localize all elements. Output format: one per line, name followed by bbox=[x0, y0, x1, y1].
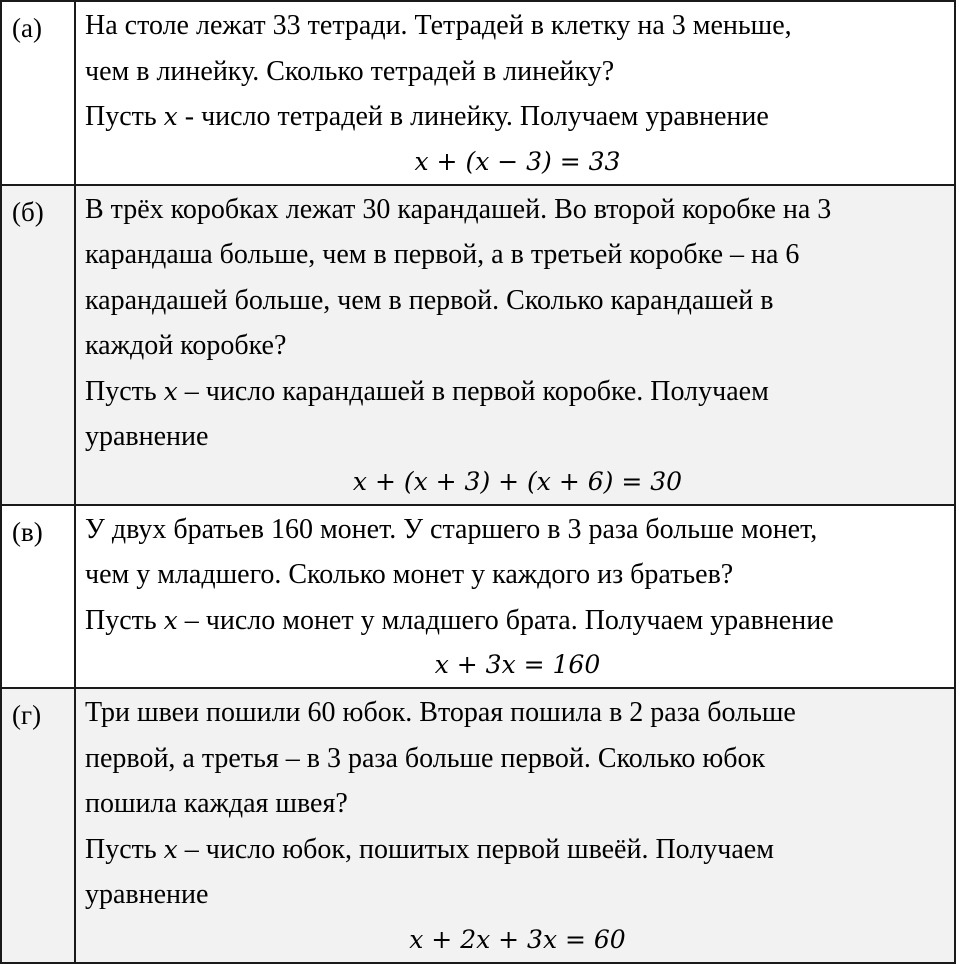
setup-line-continuation: уравнение bbox=[85, 879, 209, 910]
problem-body bbox=[75, 1, 955, 185]
setup-suffix: - число тетрадей в линейку. Получаем уравнение bbox=[177, 101, 769, 132]
setup-prefix: Пусть bbox=[85, 375, 164, 407]
setup-line-continuation: уравнение bbox=[85, 421, 209, 452]
equation: x + 3x = 160 bbox=[434, 650, 601, 679]
problem-row bbox=[1, 505, 955, 689]
problem-text-line: первой, а третья – в 3 раза больше первой. Сколько юбок bbox=[85, 742, 766, 774]
setup-line bbox=[85, 94, 950, 140]
setup-line bbox=[85, 369, 950, 415]
problem-label: (а) bbox=[1, 1, 75, 185]
problem-body bbox=[75, 505, 955, 689]
problem-row bbox=[1, 1, 955, 185]
variable: x bbox=[163, 376, 178, 406]
problem-text-line: карандаша больше, чем в первой, а в третьей коробке – на 6 bbox=[85, 239, 800, 270]
problem-text-line: пошила каждая швея? bbox=[85, 788, 348, 819]
setup-prefix: Пусть bbox=[85, 101, 164, 132]
problem-text-line: чем в линейку. Сколько тетрадей в линейку? bbox=[85, 55, 615, 87]
equation: x + 2x + 3x = 60 bbox=[409, 924, 626, 954]
variable: x bbox=[163, 834, 178, 864]
problem-text-line: чем у младшего. Сколько монет у каждого из братьев? bbox=[85, 559, 734, 590]
setup-prefix: Пусть bbox=[85, 604, 164, 636]
setup-line bbox=[85, 598, 950, 644]
equation: x + (x + 3) + (x + 6) = 30 bbox=[352, 466, 683, 496]
problem-text-line: каждой коробке? bbox=[85, 330, 287, 361]
problem-row bbox=[1, 688, 955, 963]
setup-suffix: – число монет у младшего брата. Получаем уравнение bbox=[177, 604, 834, 636]
setup-suffix: – число карандашей в первой коробке. Получаем bbox=[177, 375, 769, 407]
problem-body bbox=[75, 688, 955, 963]
problem-label: (г) bbox=[1, 688, 75, 963]
problem-label: (в) bbox=[1, 505, 75, 689]
equation: x + (x − 3) = 33 bbox=[414, 146, 621, 176]
problem-text-line: У двух братьев 160 монет. У старшего в 3 раза больше монет, bbox=[85, 513, 818, 545]
setup-line bbox=[85, 827, 950, 873]
variable: x bbox=[163, 102, 178, 131]
problem-text-line: Три швеи пошили 60 юбок. Вторая пошила в 2 раза больше bbox=[85, 697, 796, 728]
problem-text-line: В трёх коробках лежат 30 карандашей. Во второй коробке на 3 bbox=[85, 193, 832, 225]
setup-suffix: – число юбок, пошитых первой швеёй. Получаем bbox=[177, 833, 774, 865]
problem-body bbox=[75, 185, 955, 505]
problem-label: (б) bbox=[1, 185, 75, 505]
problem-row bbox=[1, 185, 955, 505]
variable: x bbox=[163, 605, 178, 635]
problem-text-line: карандашей больше, чем в первой. Сколько карандашей в bbox=[85, 284, 774, 316]
problem-text-line: На столе лежат 33 тетради. Тетрадей в клетку на 3 меньше, bbox=[85, 10, 792, 41]
setup-prefix: Пусть bbox=[85, 833, 164, 865]
